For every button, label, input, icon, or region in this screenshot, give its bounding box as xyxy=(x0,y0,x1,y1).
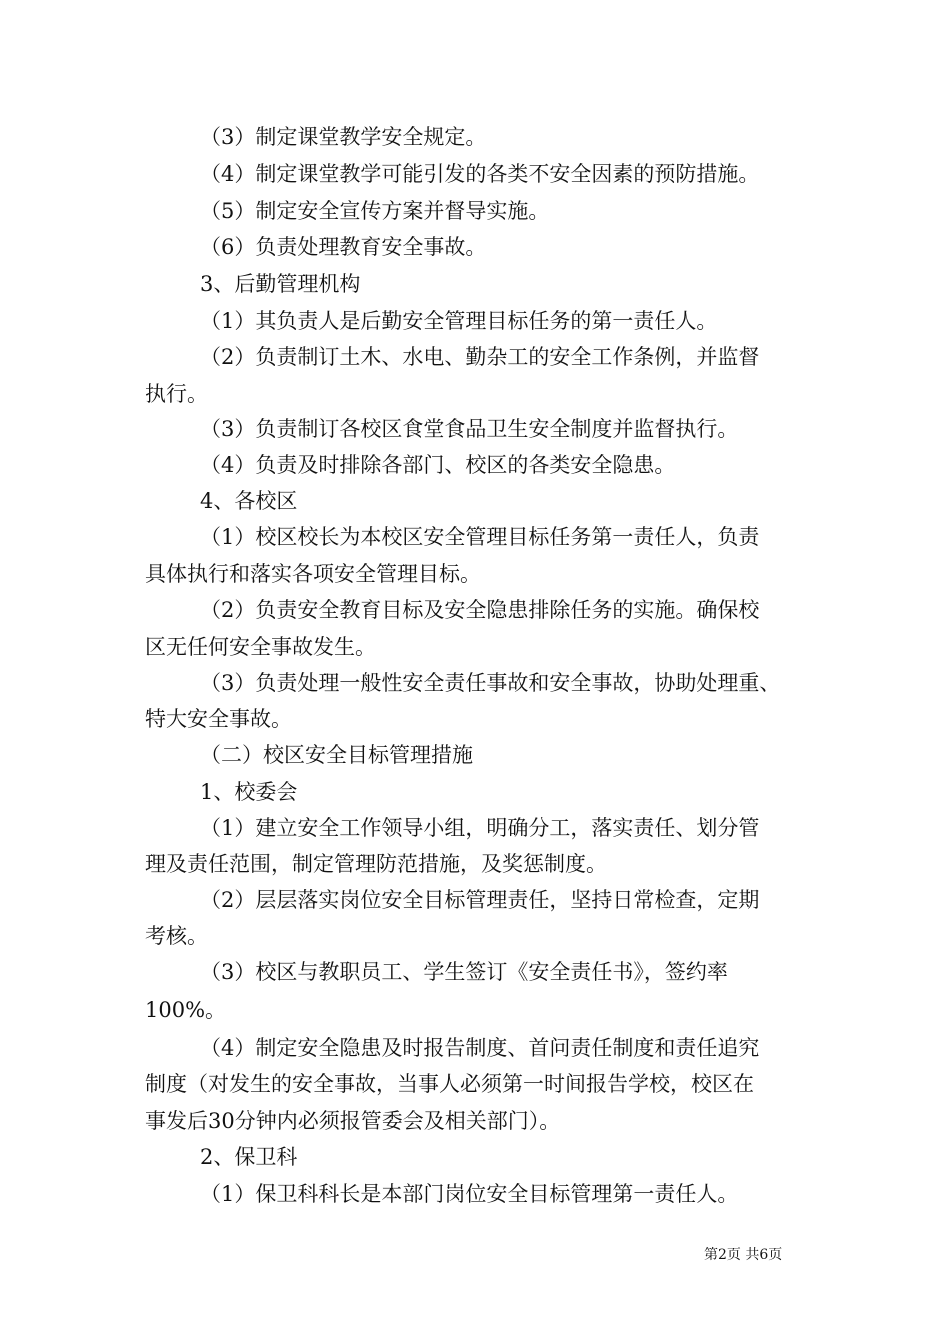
section-heading: 2、保卫科 xyxy=(200,1145,298,1169)
text-line: （4）制定课堂教学可能引发的各类不安全因素的预防措施。 xyxy=(200,162,760,186)
text-line: 特大安全事故。 xyxy=(145,707,292,731)
text-line: （2）层层落实岗位安全目标管理责任，坚持日常检查，定期 xyxy=(200,888,760,912)
text-line: 区无任何安全事故发生。 xyxy=(145,635,376,659)
section-heading: （二）校区安全目标管理措施 xyxy=(200,743,473,767)
section-heading: 1、校委会 xyxy=(200,780,298,804)
text-line: 执行。 xyxy=(145,382,208,406)
text-line: （3）校区与教职员工、学生签订《安全责任书》，签约率 xyxy=(200,960,728,984)
text-line: （2）负责安全教育目标及安全隐患排除任务的实施。确保校 xyxy=(200,598,760,622)
text-line: （4）制定安全隐患及时报告制度、首问责任制度和责任追究 xyxy=(200,1036,760,1060)
text-line: （4）负责及时排除各部门、校区的各类安全隐患。 xyxy=(200,453,676,477)
text-line: （3）负责处理一般性安全责任事故和安全事故，协助处理重、 xyxy=(200,671,781,695)
section-heading: 3、后勤管理机构 xyxy=(200,272,361,296)
page-number: 第2页 共6页 xyxy=(704,1247,783,1263)
text-line: 理及责任范围，制定管理防范措施，及奖惩制度。 xyxy=(145,852,607,876)
section-heading: 4、各校区 xyxy=(200,489,298,513)
text-line: （2）负责制订土木、水电、勤杂工的安全工作条例，并监督 xyxy=(200,345,760,369)
text-line: 具体执行和落实各项安全管理目标。 xyxy=(145,562,481,586)
text-line: （5）制定安全宣传方案并督导实施。 xyxy=(200,199,550,223)
text-line: 100%。 xyxy=(145,998,227,1022)
text-line: （6）负责处理教育安全事故。 xyxy=(200,235,487,259)
text-line: 考核。 xyxy=(145,924,208,948)
text-line: （3）制定课堂教学安全规定。 xyxy=(200,125,487,149)
text-line: （1）保卫科科长是本部门岗位安全目标管理第一责任人。 xyxy=(200,1182,739,1206)
text-line: 事发后30分钟内必须报管委会及相关部门）。 xyxy=(145,1109,561,1133)
text-line: （1）校区校长为本校区安全管理目标任务第一责任人，负责 xyxy=(200,525,760,549)
text-line: （3）负责制订各校区食堂食品卫生安全制度并监督执行。 xyxy=(200,417,739,441)
text-line: 制度（对发生的安全事故，当事人必须第一时间报告学校，校区在 xyxy=(145,1072,754,1096)
text-line: （1）其负责人是后勤安全管理目标任务的第一责任人。 xyxy=(200,309,718,333)
text-line: （1）建立安全工作领导小组，明确分工，落实责任、划分管 xyxy=(200,816,760,840)
